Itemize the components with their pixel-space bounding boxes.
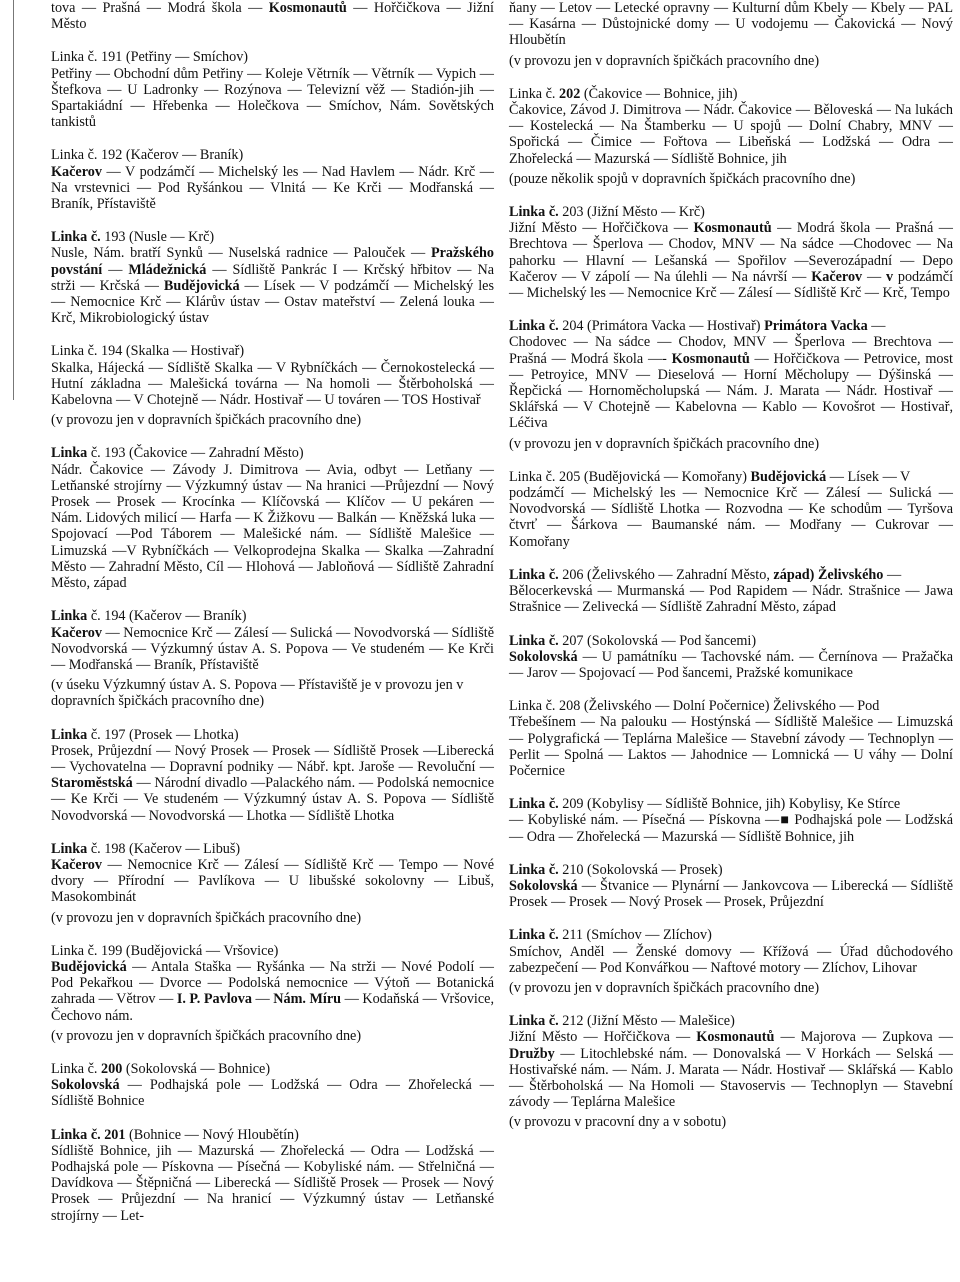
route-stops bbox=[51, 245, 494, 326]
line-heading bbox=[51, 608, 494, 624]
bold-segment: Linka č. 201 bbox=[51, 1126, 126, 1143]
route-entry bbox=[51, 229, 494, 326]
text-segment: 204 (Primátora Vacka — Hostivař) bbox=[558, 318, 765, 335]
bold-segment: Kosmonautů bbox=[693, 220, 772, 237]
route-entry bbox=[51, 608, 494, 709]
route-entry bbox=[509, 796, 953, 845]
text-segment: — Hořčičkova — Petrovice, most — Petroyice, MNV — Dieselová — Horní Měcholupy — Dýšinská — Řepčická — Hornoměcholupská — Nám. J. Marata — Nádr. Hostivař — Sklářská — V Chotejně — Kabelovna — Kablo — Kovošrot — Hostivař, Léčiva bbox=[509, 350, 953, 432]
bold-segment: Sokolovská bbox=[509, 648, 578, 665]
text-segment: Linka č. bbox=[51, 1060, 102, 1077]
text-segment: — Modrá škola — Prašná — Brechtova — Šperlova — Chodov, MNV — Na sádce —Chodovec — Na pahorku — Hlavní — Lešanská — Spořilov —Severozápadní — Depo Kačerov — V zápolí — Na úlehli — Na návrší — bbox=[509, 220, 953, 285]
text-segment: 193 (Nusle — Krč) bbox=[100, 229, 215, 246]
route-entry bbox=[51, 1061, 494, 1110]
text-segment: — bbox=[251, 991, 274, 1008]
bold-segment: Linka č. bbox=[509, 796, 559, 813]
route-stops bbox=[509, 220, 953, 301]
text-segment: (Čakovice — Bohnice, jih) bbox=[580, 85, 738, 102]
text-segment: Sídliště Bohnice, jih — Mazurská — Zhořelecká — Odra — Lodžská — Podhajská pole — Pískovna — Písečná — Kobyliské nám. — Střelničná — Davídkova — Štěpničná — Liberecká — Sídliště Prosek — Prosek — Nový Prosek — Průjezdní — Na hranicí — Výzkumný ústav — Letňanské strojírny — Let- bbox=[51, 1142, 494, 1224]
route-entry bbox=[509, 927, 953, 996]
route-stops bbox=[509, 878, 953, 910]
line-heading bbox=[51, 1127, 494, 1143]
text-segment: — Nemocnice Krč — Zálesí — Sídliště Krč — Tempo — Nové dvory — Přírodní — Pavlíkova — U libušské sokolovny — Libuš, Masokombinát bbox=[51, 856, 494, 906]
line-heading bbox=[51, 147, 494, 163]
bold-segment: 202 bbox=[559, 85, 581, 102]
text-segment: Chodovec — Na sádce — Chodov, MNV — Šperlova — Brechtova — Prašná — Modrá škola —- bbox=[509, 334, 953, 367]
text-segment: — Národní divadlo —Palackého nám. — Podolská nemocnice — Ke Krči — Ve studeném — Výzkumný ústav A. S. Popova — Sídliště Novodvorská — Novodvorská — Lhotka — Sídliště Lhotka bbox=[51, 775, 494, 824]
route-entry bbox=[509, 862, 953, 911]
text-segment: — U památníku — Tachovské nám. — Černínova — Pražačka — Jarov — Spojovací — Pod šancemi, Pražské komunikace bbox=[509, 648, 953, 681]
line-heading bbox=[51, 343, 494, 359]
bold-segment: Kačerov bbox=[51, 624, 102, 641]
line-heading bbox=[509, 698, 953, 714]
bold-segment: Sokolovská bbox=[509, 877, 578, 894]
route-stops bbox=[509, 944, 953, 976]
line-heading bbox=[509, 318, 953, 334]
text-segment: Linka č. 192 (Kačerov — Braník) bbox=[51, 147, 244, 164]
route-stops bbox=[509, 0, 953, 49]
text-segment: Jižní Město — Hořčičkova — bbox=[509, 220, 694, 237]
text-segment: Linka č. 194 (Skalka — Hostivař) bbox=[51, 343, 245, 360]
bold-segment: I. P. Pavlova bbox=[176, 991, 252, 1008]
route-entry bbox=[509, 318, 953, 452]
text-segment: (Bohnice — Nový Hloubětín) bbox=[125, 1126, 299, 1143]
line-heading bbox=[51, 841, 494, 857]
route-stops bbox=[51, 625, 494, 674]
route-stops bbox=[51, 857, 494, 906]
line-heading bbox=[509, 633, 953, 649]
text-segment: 206 (Želivského — Zahradní Město, bbox=[558, 566, 774, 583]
route-stops bbox=[51, 1143, 494, 1224]
route-stops bbox=[51, 462, 494, 592]
bold-segment: Pražského povstání bbox=[51, 245, 494, 278]
line-heading bbox=[509, 862, 953, 878]
service-note: (v provozu jen v dopravních špičkách pracovního dne) bbox=[51, 412, 362, 429]
text-segment: č. 198 (Kačerov — Libuš) bbox=[87, 840, 241, 857]
text-segment: 209 (Kobylisy — Sídliště Bohnice, jih) Kobylisy, Ke Stírce bbox=[558, 796, 901, 813]
bold-segment: Linka č. bbox=[509, 318, 559, 335]
text-segment: — bbox=[867, 318, 886, 335]
route-stops bbox=[51, 360, 494, 409]
line-heading bbox=[509, 1013, 953, 1029]
text-segment: — Podhajská pole — Lodžská — Odra — Zhořelecká — Sídliště Bohnice bbox=[51, 1077, 494, 1110]
route-entry bbox=[51, 1127, 494, 1224]
text-segment: — bbox=[883, 566, 902, 583]
bold-segment: Linka č. bbox=[51, 229, 101, 246]
line-heading bbox=[51, 445, 494, 461]
text-segment: podzámčí — Michelský les — Nemocnice Krč — Zálesí — Sídliště Krč — Krč, Tempo bbox=[509, 268, 954, 302]
bold-segment: Linka č. bbox=[509, 927, 559, 944]
line-heading bbox=[509, 927, 953, 943]
route-stops bbox=[51, 959, 494, 1024]
route-entry bbox=[509, 204, 953, 301]
bold-segment: v bbox=[885, 268, 894, 285]
route-stops bbox=[509, 485, 953, 550]
bold-segment: Linka č. bbox=[509, 204, 559, 221]
text-segment: 210 (Sokolovská — Prosek) bbox=[558, 861, 723, 878]
service-note: (v provozu jen v dopravních špičkách pracovního dne) bbox=[509, 52, 820, 69]
text-segment: Linka č. bbox=[509, 85, 560, 102]
route-entry bbox=[51, 841, 494, 926]
bold-segment: Kosmonautů bbox=[696, 1029, 775, 1046]
bold-segment: Kosmonautů bbox=[671, 350, 750, 367]
text-segment: — Litochlebské nám. — Donovalská — V Horkách — Selská — Hostivařské nám. — Nám. J. Marata — Nádr. Hostivař — Sklářská — Kablo — Štěrboholská — Na Homoli — Stavoservis — Technoplyn — Stavební závody — Teplárna Malešice bbox=[509, 1045, 953, 1111]
route-stops bbox=[509, 334, 953, 431]
text-segment: — Hořčičkova — Jižní Město bbox=[51, 0, 494, 33]
text-segment: podzámčí — Michelský les — Nemocnice Krč — Zálesí — Sulická — Novodvorská — Sídliště Lhotka — Rozvodna — Ke schodům — Tyršova čtvrť — Šárkova — Baumanské nám. — Modřany — Cukrovar — Komořany bbox=[509, 485, 953, 550]
line-heading bbox=[51, 229, 494, 245]
line-heading bbox=[51, 1061, 494, 1077]
text-segment: Třebešínem — Na palouku — Hostýnská — Sídliště Malešice — Limuzská — Polygrafická — Teplárna Malešice — Stavební závody — Technoplyn — Perlit — Spolná — Laktos — Jahodnice — Lomnická — U váhy — Dolní Počernice bbox=[509, 714, 953, 779]
bold-segment: Linka č. bbox=[509, 632, 559, 649]
route-entry bbox=[51, 49, 494, 130]
text-segment: (Sokolovská — Bohnice) bbox=[122, 1060, 271, 1077]
line-heading bbox=[51, 727, 494, 743]
line-heading bbox=[509, 796, 953, 812]
bold-segment: Sokolovská bbox=[51, 1077, 120, 1094]
text-segment: — Kodaňská — Vršovice, Čechovo nám. bbox=[51, 991, 495, 1024]
bold-segment: Linka č. bbox=[509, 566, 559, 583]
route-stops bbox=[509, 1029, 953, 1110]
route-stops bbox=[51, 1077, 494, 1109]
route-entry bbox=[509, 633, 953, 682]
text-segment: Jižní Město — Hořčičkova — bbox=[509, 1029, 697, 1046]
right-column bbox=[509, 0, 953, 1148]
service-note: (v provozu jen v dopravních špičkách pracovního dne) bbox=[509, 435, 820, 452]
service-note: (v úseku Výzkumný ústav A. S. Popova — Přístaviště je v provozu jen v dopravních špičkách pracovního dne) bbox=[51, 677, 464, 710]
bold-segment: Linka bbox=[51, 608, 88, 625]
text-segment: 212 (Jižní Město — Malešice) bbox=[558, 1013, 735, 1030]
route-stops bbox=[509, 649, 953, 681]
route-entry bbox=[51, 445, 494, 591]
line-heading bbox=[51, 49, 494, 65]
bold-segment: Kačerov bbox=[51, 163, 102, 180]
route-entry bbox=[509, 698, 953, 779]
text-segment: Prosek, Průjezdní — Nový Prosek — Prosek — Sídliště Prosek —Liberecká — Vychovatelna — Dopravní podniky — Nábř. kpt. Jaroše — Revoluční — bbox=[51, 742, 494, 775]
text-segment: Nádr. Čakovice — Závody J. Dimitrova — Avia, odbyt — Letňany — Letňanské strojírny — Výzkumný ústav — Na hranici —Průjezdní — Nový Prosek — Prosek — Krocínka — Klíčovská — Klíčov — U pekáren — Nám. Lidových milicí — Harfa — K Žižkovu — Balkán — Kněžská luka — Spojovací —Pod Táborem — Malešické nám. — Sídliště Malešice — Limuzská —V Rybníčkách — Velkoprodejna Skalka — Skalka —Zahradní Město — Zahradní Město, Cíl — Hlohová — Jabloňová — Sídliště Zahradní Město, západ bbox=[51, 461, 494, 592]
bold-segment: Kačerov bbox=[811, 268, 863, 285]
bold-segment: Kosmonautů bbox=[268, 0, 347, 16]
bold-segment: Staroměstská bbox=[51, 775, 133, 792]
line-heading bbox=[509, 469, 953, 485]
text-segment: — Štvanice — Plynární — Jankovcova — Liberecká — Sídliště Prosek — Prosek — Nový Prosek — Prosek, Průjezdní bbox=[509, 877, 953, 911]
route-stops bbox=[51, 164, 494, 213]
bold-segment: Mládežnická bbox=[128, 261, 207, 278]
margin-rule bbox=[13, 0, 14, 400]
route-stops bbox=[51, 66, 494, 131]
text-segment: — bbox=[102, 261, 129, 278]
route-stops bbox=[509, 714, 953, 779]
route-entry bbox=[51, 943, 494, 1044]
route-entry bbox=[509, 1013, 953, 1130]
bold-segment: Primátora Vacka bbox=[764, 318, 868, 335]
bold-segment: Linka bbox=[51, 726, 88, 743]
text-segment: — Nemocnice Krč — Zálesí — Sulická — Novodvorská — Sídliště Novodvorská — Výzkumný ústav A. S. Popova — Ve studeném — Ke Krči — Modřanská — Braník, Přístaviště bbox=[51, 624, 495, 673]
text-segment: 207 (Sokolovská — Pod šancemi) bbox=[558, 632, 757, 649]
service-note: (v provozu jen v dopravních špičkách pracovního dne) bbox=[51, 909, 362, 926]
text-segment: ňany — Letov — Letecké opravny — Kulturní dům Kbely — Kbely — PAL — Kasárna — Důstojnické domy — U vodojemu — Čakovická — Nový Hloubětín bbox=[509, 0, 953, 49]
route-stops bbox=[51, 743, 494, 824]
service-note: (pouze několik spojů v dopravních špičkách pracovního dne) bbox=[509, 170, 856, 187]
text-segment: Nusle, Nám. bratří Synků — Nuselská radnice — Palouček — bbox=[51, 245, 431, 262]
text-segment: — V podzámčí — Michelský les — Nad Havlem — Nádr. Krč — Na vrstevnici — Pod Ryšánkou — Vlnitá — Ke Krči — Modřanská — Braník, Přístaviště bbox=[51, 163, 494, 213]
text-segment: 203 (Jižní Město — Krč) bbox=[558, 204, 705, 221]
bold-segment: 200 bbox=[101, 1060, 123, 1077]
text-segment: — Kobyliské nám. — Písečná — Pískovna —■ Podhajská pole — Lodžská — Odra — Zhořelecká — Mazurská — Sídliště Bohnice, jih bbox=[509, 812, 953, 845]
bold-segment: Linka č. bbox=[509, 861, 559, 878]
text-segment: — Lísek — V podzámčí — Michelský les — Nemocnice Krč — Klárův ústav — Ostav mateřství — Zelená louka — Krč, Mikrobiologický ústav bbox=[51, 277, 495, 327]
bold-segment: Budějovická bbox=[163, 277, 240, 294]
text-segment: — Antala Staška — Ryšánka — Na strži — Nové Podolí — Pod Pekařkou — Dvorce — Podolská nemocnice — Výtoň — Botanická zahrada — Větrov — bbox=[51, 958, 494, 1008]
text-segment: Bělocerkevská — Murmanská — Pod Rapidem — Nádr. Strašnice — Jawa Strašnice — Zelivecká — Sídliště Zahradní Město, západ bbox=[509, 583, 953, 616]
line-heading bbox=[51, 943, 494, 959]
left-column bbox=[51, 0, 494, 1241]
bold-segment: Budějovická bbox=[51, 958, 127, 975]
route-entry bbox=[509, 469, 953, 550]
text-segment: Skalka, Hájecká — Sídliště Skalka — V Rybníčkách — Černokostelecká — Hutní základna — Malešická továrna — Na homoli — Štěrboholská — Kabelovna — V Chotejně — Nádr. Hostivař — U továren — TOS Hostivař bbox=[51, 359, 494, 409]
text-segment: Linka č. 208 (Želivského — Dolní Počernice) Želivského — Pod bbox=[509, 698, 880, 715]
route-entry bbox=[509, 86, 953, 187]
bold-segment: západ) Želivského bbox=[773, 566, 884, 583]
route-stops bbox=[509, 102, 953, 167]
text-segment: — Lísek — V bbox=[826, 468, 911, 485]
text-segment: č. 193 (Čakovice — Zahradní Město) bbox=[87, 445, 304, 462]
bold-segment: Nám. Míru bbox=[273, 991, 342, 1008]
route-stops bbox=[509, 583, 953, 615]
service-note: (v provozu v pracovní dny a v sobotu) bbox=[509, 1114, 727, 1131]
bold-segment: Budějovická bbox=[750, 468, 827, 485]
bold-segment: Družby bbox=[509, 1045, 555, 1062]
service-note: (v provozu jen v dopravních špičkách pracovního dne) bbox=[509, 979, 820, 996]
route-stops bbox=[509, 812, 953, 844]
route-entry bbox=[509, 0, 953, 69]
route-stops bbox=[51, 0, 494, 32]
bold-segment: Linka bbox=[51, 445, 88, 462]
text-segment: 211 (Smíchov — Zlíchov) bbox=[558, 927, 712, 944]
bold-segment: Linka bbox=[51, 840, 88, 857]
text-segment: Linka č. 205 (Budějovická — Komořany) bbox=[509, 468, 751, 485]
route-entry bbox=[509, 567, 953, 616]
text-segment: — Sídliště Pankrác I — Krčský hřbitov — Na strži — Krčská — bbox=[51, 261, 494, 294]
route-entry bbox=[51, 727, 494, 824]
text-segment: č. 197 (Prosek — Lhotka) bbox=[87, 726, 239, 743]
text-segment: Petřiny — Obchodní dům Petřiny — Koleje Větrník — Větrník — Vypich — Štefkova — U Ladronky — Rozýnova — Televizní věž — Stadión-jih — Spartakiádní — Hřebenka — Holečkova — Smíchov, Nám. Sovětských tankistů bbox=[51, 65, 494, 131]
text-segment: tova — Prašná — Modrá škola — bbox=[51, 0, 269, 16]
route-entry bbox=[51, 0, 494, 32]
text-segment: č. 194 (Kačerov — Braník) bbox=[87, 608, 247, 625]
line-heading bbox=[509, 204, 953, 220]
bold-segment: Linka č. bbox=[509, 1013, 559, 1030]
service-note: (v provozu jen v dopravních špičkách pracovního dne) bbox=[51, 1027, 362, 1044]
text-segment: Linka č. 199 (Budějovická — Vršovice) bbox=[51, 942, 279, 959]
text-segment: Linka č. 191 (Petřiny — Smíchov) bbox=[51, 49, 249, 66]
line-heading bbox=[509, 567, 953, 583]
route-entry bbox=[51, 147, 494, 212]
route-entry bbox=[51, 343, 494, 428]
text-segment: — bbox=[862, 268, 886, 285]
bold-segment: Kačerov bbox=[51, 856, 102, 873]
line-heading bbox=[509, 86, 953, 102]
text-segment: — Majorova — Zupkova — bbox=[774, 1029, 953, 1046]
text-segment: Smíchov, Anděl — Ženské domovy — Křížová — Úřad důchodového zabezpečení — Pod Konvářkou — Naftové motory — Zlíchov, Lihovar bbox=[509, 943, 953, 976]
text-segment: Čakovice, Závod J. Dimitrova — Nádr. Čakovice — Běloveská — Na lukách — Kostelecká — Na Štamberku — U spojů — Dolní Chabry, MNV — Spořická — Čimice — Fořtova — Libeňská — Lodžská — Odra — Zhořelecká — Mazurská — Sídliště Bohnice, jih bbox=[509, 102, 953, 167]
